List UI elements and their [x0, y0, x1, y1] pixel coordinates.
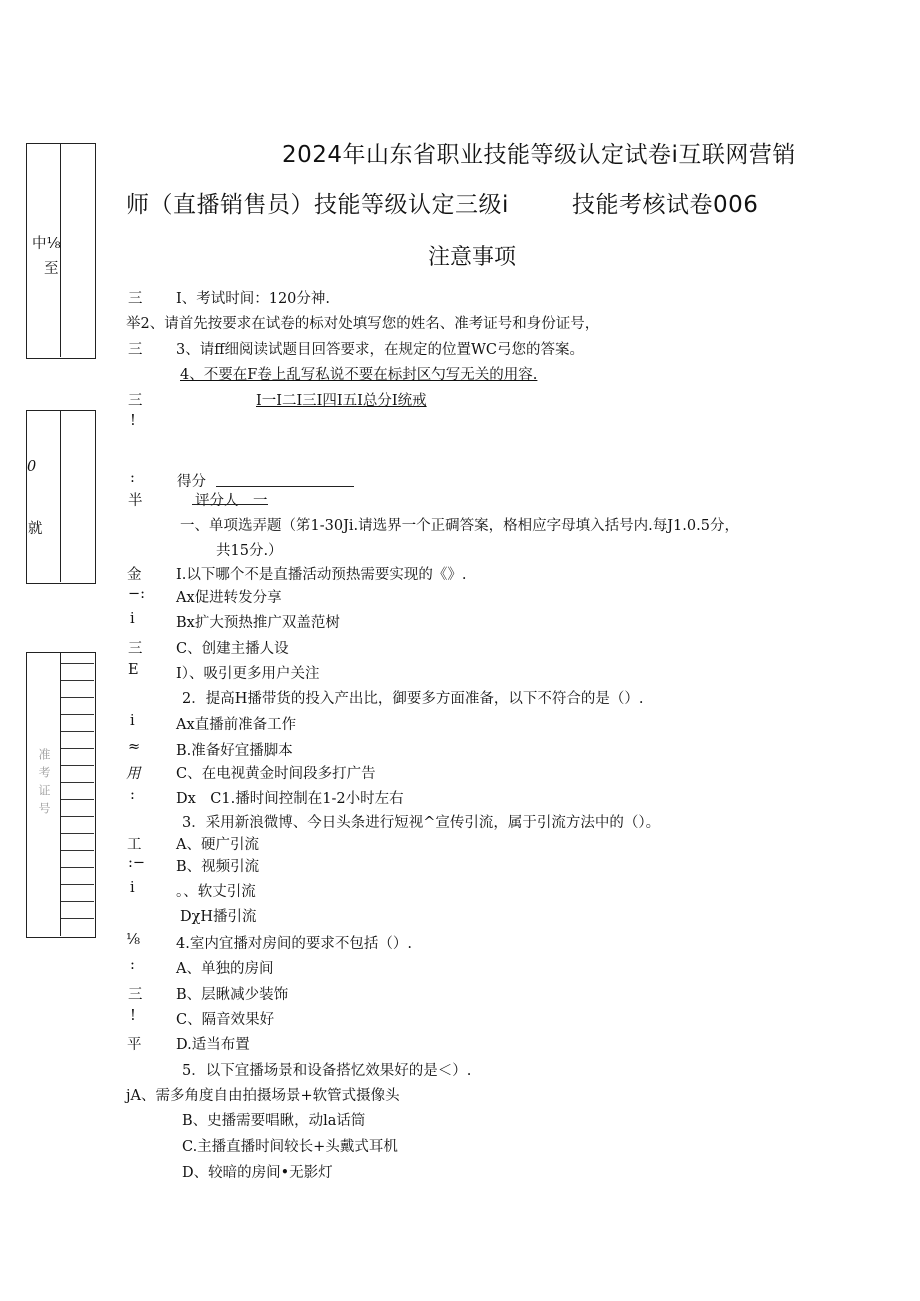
notice-2: 举2、请首先按要求在试卷的标对处填写您的姓名、准考证号和身份证号， [126, 316, 600, 332]
q2-option-d[interactable]: Dx C1.播时间控制在1-2小时左右 [176, 791, 404, 807]
q2-stem: 2．提高H播带货的投入产出比，御要多方面准备，以下不符合的是（）. [182, 691, 644, 707]
notice-1-mark: 三 [128, 291, 143, 307]
q3-option-d[interactable]: DχH播引流 [180, 909, 257, 925]
q3-c-mark: i [130, 880, 135, 896]
q3-option-a[interactable]: A、硬广引流 [176, 837, 259, 853]
binding-label-middle-1: 0 [27, 459, 37, 475]
binding-label-middle-2: 就 [28, 521, 43, 537]
q2-d-mark: : [130, 787, 135, 803]
q1-b-mark: i [130, 611, 135, 627]
q2-c-mark: 用 [126, 766, 141, 782]
score-row-mark: 三 [128, 393, 143, 409]
section1-instructions: 一、单项选弄题（笫1-30Ji.请选界一个正碉答案，格相应字母填入括号内.每J1.0.5分， [180, 518, 739, 534]
score-mark: : [130, 470, 135, 486]
score-blank-line[interactable] [216, 486, 354, 487]
q4-option-a[interactable]: A、单独的房间 [176, 961, 274, 977]
exclaim-mark: ! [130, 413, 136, 429]
q3-a-mark: 工 [127, 837, 142, 853]
q5-option-c[interactable]: C.主播直播时间较长+头戴式耳机 [182, 1139, 398, 1155]
q4-c-mark: ! [130, 1008, 136, 1024]
notice-heading: 注意事项 [428, 245, 517, 270]
q4-option-b[interactable]: B、层瞅减少装饰 [176, 987, 289, 1003]
q4-option-d[interactable]: D.适当布置 [176, 1037, 250, 1053]
q4-a-mark: : [130, 957, 135, 973]
q4-mark: ⅛ [126, 932, 141, 948]
q1-d-mark: E [128, 662, 139, 678]
section1-instructions-2: 共15分.） [216, 543, 283, 559]
q4-d-mark: 平 [127, 1037, 142, 1053]
q5-option-a[interactable]: jA、需多角度自由拍摄场景+软管式摄像头 [126, 1088, 400, 1104]
q1-a-mark: −: [128, 586, 146, 602]
q1-option-d[interactable]: I）、吸引更多用户关注 [176, 666, 320, 682]
q4-b-mark: 三 [128, 987, 143, 1003]
binding-label-top-2: 至 [44, 261, 59, 277]
page-title-line2b: 技能考核试卷006 [572, 192, 759, 218]
grader-mark: 半 [128, 493, 143, 509]
q2-option-c[interactable]: C、在电视黄金时间段多打广告 [176, 766, 376, 782]
binding-box-middle-divider [60, 410, 61, 582]
q1-option-c[interactable]: C、创建主播人设 [176, 641, 289, 657]
grader-line [192, 504, 268, 505]
q3-option-c[interactable]: 。、软丈引流 [176, 884, 256, 900]
score-label: 得分 [177, 474, 206, 490]
notice-3: 3、请ff细阅读试题目回答要求，在规定的位置WC弓您的答案。 [176, 342, 585, 358]
notice-4: 4、不要在F卷上乱写私说不要在标封区勺写无关的用容. [180, 367, 538, 383]
q1-mark: 金 [127, 567, 142, 583]
q2-option-b[interactable]: B.准备好宜播脚本 [176, 743, 293, 759]
score-table-header: I一I二I三I四I五I总分I统戒 [256, 393, 427, 409]
q4-option-c[interactable]: C、隔音效果好 [176, 1012, 275, 1028]
exam-id-grid[interactable] [61, 652, 94, 936]
q1-option-b[interactable]: Bx扩大预热推广双盖范树 [176, 615, 340, 631]
q2-a-mark: i [130, 713, 135, 729]
q4-stem: 4.室内宜播对房间的要求不包括（）. [176, 936, 412, 952]
page-title-line1: 2024年山东省职业技能等级认定试卷i互联网营销 [282, 142, 796, 168]
grader-label: 评分人 一 [195, 493, 268, 509]
binding-box-middle [26, 410, 96, 584]
q3-b-mark: :− [128, 855, 146, 871]
q1-c-mark: 三 [128, 641, 143, 657]
q2-b-mark: ≈ [128, 739, 141, 755]
q1-stem: I.以下哪个不是直播活动预热需要实现的《》. [176, 567, 467, 583]
q5-option-d[interactable]: D、较暗的房间•无影灯 [182, 1165, 333, 1181]
q3-stem: 3．采用新浪微博、今日头条进行短视^宣传引流，属于引流方法中的（）。 [182, 815, 661, 831]
q2-option-a[interactable]: Ax直播前准备工作 [176, 717, 297, 733]
notice-3-mark: 三 [128, 342, 143, 358]
exam-id-strip-label: 准考证号 [37, 748, 51, 820]
q1-option-a[interactable]: Ax促进转发分享 [176, 590, 282, 606]
q5-option-b[interactable]: B、史播需要唱瞅，动la话筒 [182, 1113, 366, 1129]
q3-option-b[interactable]: B、视频引流 [176, 859, 260, 875]
binding-label-top-1: 中⅛ [32, 236, 61, 252]
q5-stem: 5．以下宜播场景和设备搭忆效果好的是＜）. [182, 1063, 472, 1079]
notice-1: I、考试时间：120分神. [176, 291, 331, 307]
page-title-line2a: 师（直播销售员）技能等级认定三级i [126, 192, 509, 218]
